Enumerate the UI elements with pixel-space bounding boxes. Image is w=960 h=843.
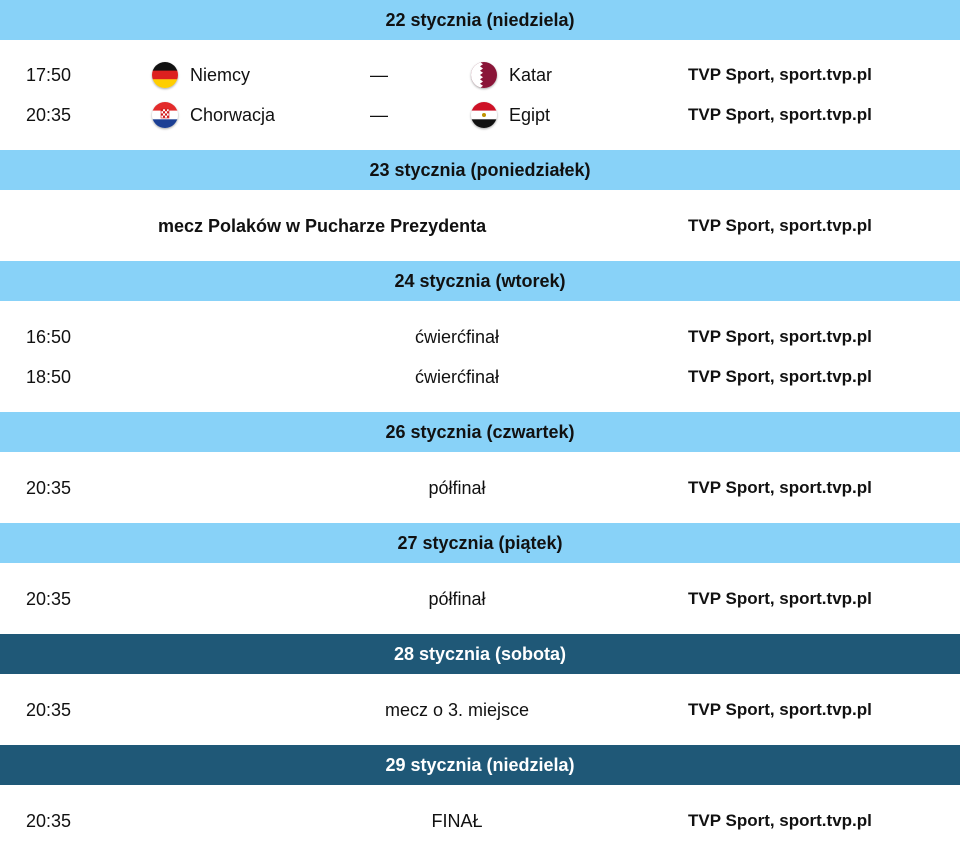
broadcast-channel: TVP Sport, sport.tvp.pl — [688, 589, 872, 608]
home-team — [152, 55, 250, 95]
home-team-name: Niemcy — [190, 64, 251, 85]
vs-dash: — — [370, 104, 388, 125]
away-team — [471, 55, 552, 95]
broadcast-channel: TVP Sport, sport.tvp.pl — [688, 105, 872, 124]
broadcast-channel: TVP Sport, sport.tvp.pl — [688, 65, 872, 84]
germany-flag-icon — [152, 62, 178, 88]
day-header — [0, 634, 960, 674]
day-header-label: 28 stycznia (sobota) — [393, 643, 567, 664]
away-team-name: Katar — [509, 64, 553, 85]
match-event: półfinał — [428, 477, 486, 498]
match-event: ćwierćfinał — [414, 326, 500, 347]
broadcast-channel: TVP Sport, sport.tvp.pl — [688, 478, 872, 497]
qatar-flag-icon — [471, 62, 497, 88]
match-row — [0, 690, 960, 730]
match-row — [0, 55, 960, 95]
match-time: 17:50 — [26, 64, 72, 85]
match-event: ćwierćfinał — [414, 366, 500, 387]
match-time: 20:35 — [26, 810, 72, 831]
day-header-label: 26 stycznia (czwartek) — [385, 421, 575, 442]
match-event: mecz Polaków w Pucharze Prezydenta — [158, 215, 487, 236]
away-team — [471, 95, 550, 135]
away-team-name: Egipt — [509, 104, 551, 125]
match-time: 20:35 — [26, 588, 72, 609]
broadcast-channel: TVP Sport, sport.tvp.pl — [688, 811, 872, 830]
home-team — [152, 95, 275, 135]
home-team-name: Chorwacja — [190, 104, 276, 125]
match-row — [0, 801, 960, 841]
day-header-label: 27 stycznia (piątek) — [397, 532, 563, 553]
broadcast-channel: TVP Sport, sport.tvp.pl — [688, 700, 872, 719]
match-row — [0, 95, 960, 135]
match-time: 20:35 — [26, 477, 72, 498]
broadcast-channel: TVP Sport, sport.tvp.pl — [688, 327, 872, 346]
match-time: 16:50 — [26, 326, 72, 347]
day-header — [0, 412, 960, 452]
day-header-label: 29 stycznia (niedziela) — [385, 754, 575, 775]
day-header — [0, 523, 960, 563]
day-header — [0, 261, 960, 301]
croatia-flag-icon — [152, 102, 178, 128]
match-event: FINAŁ — [431, 810, 483, 831]
match-time: 20:35 — [26, 104, 72, 125]
match-event: mecz o 3. miejsce — [384, 699, 530, 720]
day-header-label: 24 stycznia (wtorek) — [394, 270, 566, 291]
match-row — [0, 579, 960, 619]
match-row — [0, 206, 960, 246]
match-event: półfinał — [428, 588, 486, 609]
match-time: 20:35 — [26, 699, 72, 720]
vs-dash: — — [370, 64, 388, 85]
match-row — [0, 468, 960, 508]
day-header — [0, 150, 960, 190]
day-header-label: 22 stycznia (niedziela) — [385, 9, 575, 30]
match-time: 18:50 — [26, 366, 72, 387]
day-header — [0, 745, 960, 785]
broadcast-channel: TVP Sport, sport.tvp.pl — [688, 216, 872, 235]
day-header-label: 23 stycznia (poniedziałek) — [369, 159, 591, 180]
day-header — [0, 0, 960, 40]
match-row — [0, 357, 960, 397]
match-row — [0, 317, 960, 357]
egypt-flag-icon — [471, 102, 497, 128]
broadcast-channel: TVP Sport, sport.tvp.pl — [688, 367, 872, 386]
